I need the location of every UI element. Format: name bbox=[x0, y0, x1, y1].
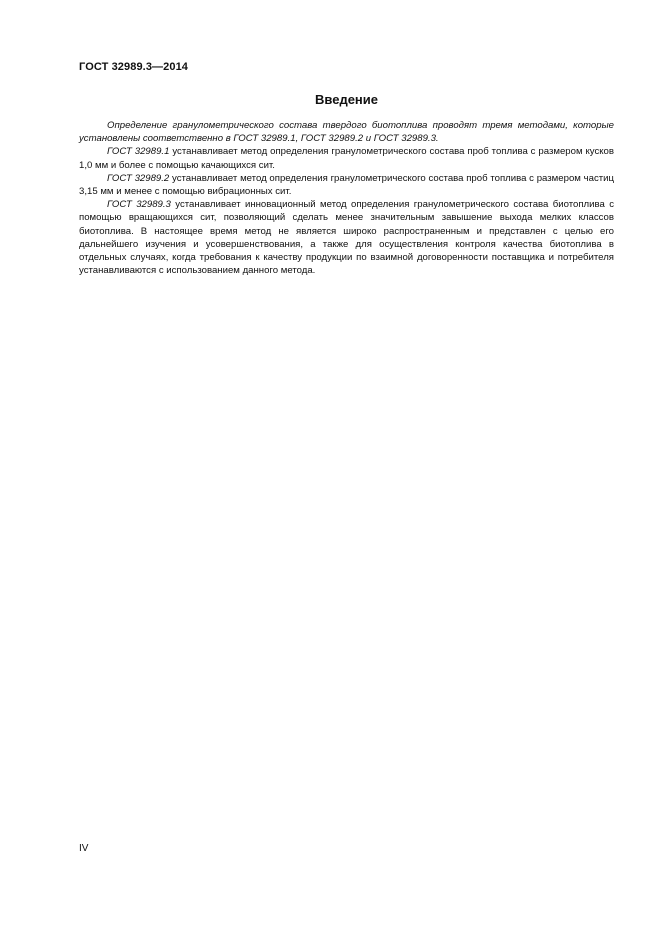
intro-paragraph-2 bbox=[79, 145, 614, 171]
page-number: IV bbox=[79, 843, 89, 854]
document-designation: ГОСТ 32989.3—2014 bbox=[79, 61, 189, 73]
standard-reference: ГОСТ 32989.3 bbox=[107, 199, 171, 211]
standard-reference: ГОСТ 32989.1 bbox=[107, 146, 170, 158]
introduction-body bbox=[79, 119, 614, 277]
section-title: Введение bbox=[315, 92, 378, 107]
paragraph-text: устанавливает метод определения гранулометрического состава проб топлива с размером кусков 1,0 мм и более с помощью качающихся сит. bbox=[79, 146, 614, 171]
intro-paragraph-4 bbox=[79, 198, 614, 277]
paragraph-text: устанавливает метод определения гранулометрического состава проб топлива с размером частиц 3,15 мм и менее с помощью вибрационных сит. bbox=[79, 172, 614, 198]
intro-paragraph-3 bbox=[79, 172, 614, 198]
intro-paragraph-1 bbox=[79, 119, 614, 145]
paragraph-text: Определение гранулометрического состава твердого биотоплива проводят тремя методами, которые установлены соответственно в ГОСТ 32989.1, ГОСТ 32989.2 и ГОСТ 32989.3. bbox=[79, 120, 614, 145]
standard-reference: ГОСТ 32989.2 bbox=[107, 172, 170, 184]
paragraph-text: устанавливает инновационный метод определения гранулометрического состава биотоплива с помощью вращающихся сит, позволяющий сделать менее значительным завышение выхода мелких классов биотоплива. В настоящее время метод не является широко распространенным и представлен с целью его дальнейшего изучения и усовершенствования, а также для осуществления контроля качества биотоплива в отдельных случаях, когда требования к качеству продукции по взаимной договоренности поставщика и потребителя устанавливаются с использованием данного метода. bbox=[79, 199, 614, 277]
